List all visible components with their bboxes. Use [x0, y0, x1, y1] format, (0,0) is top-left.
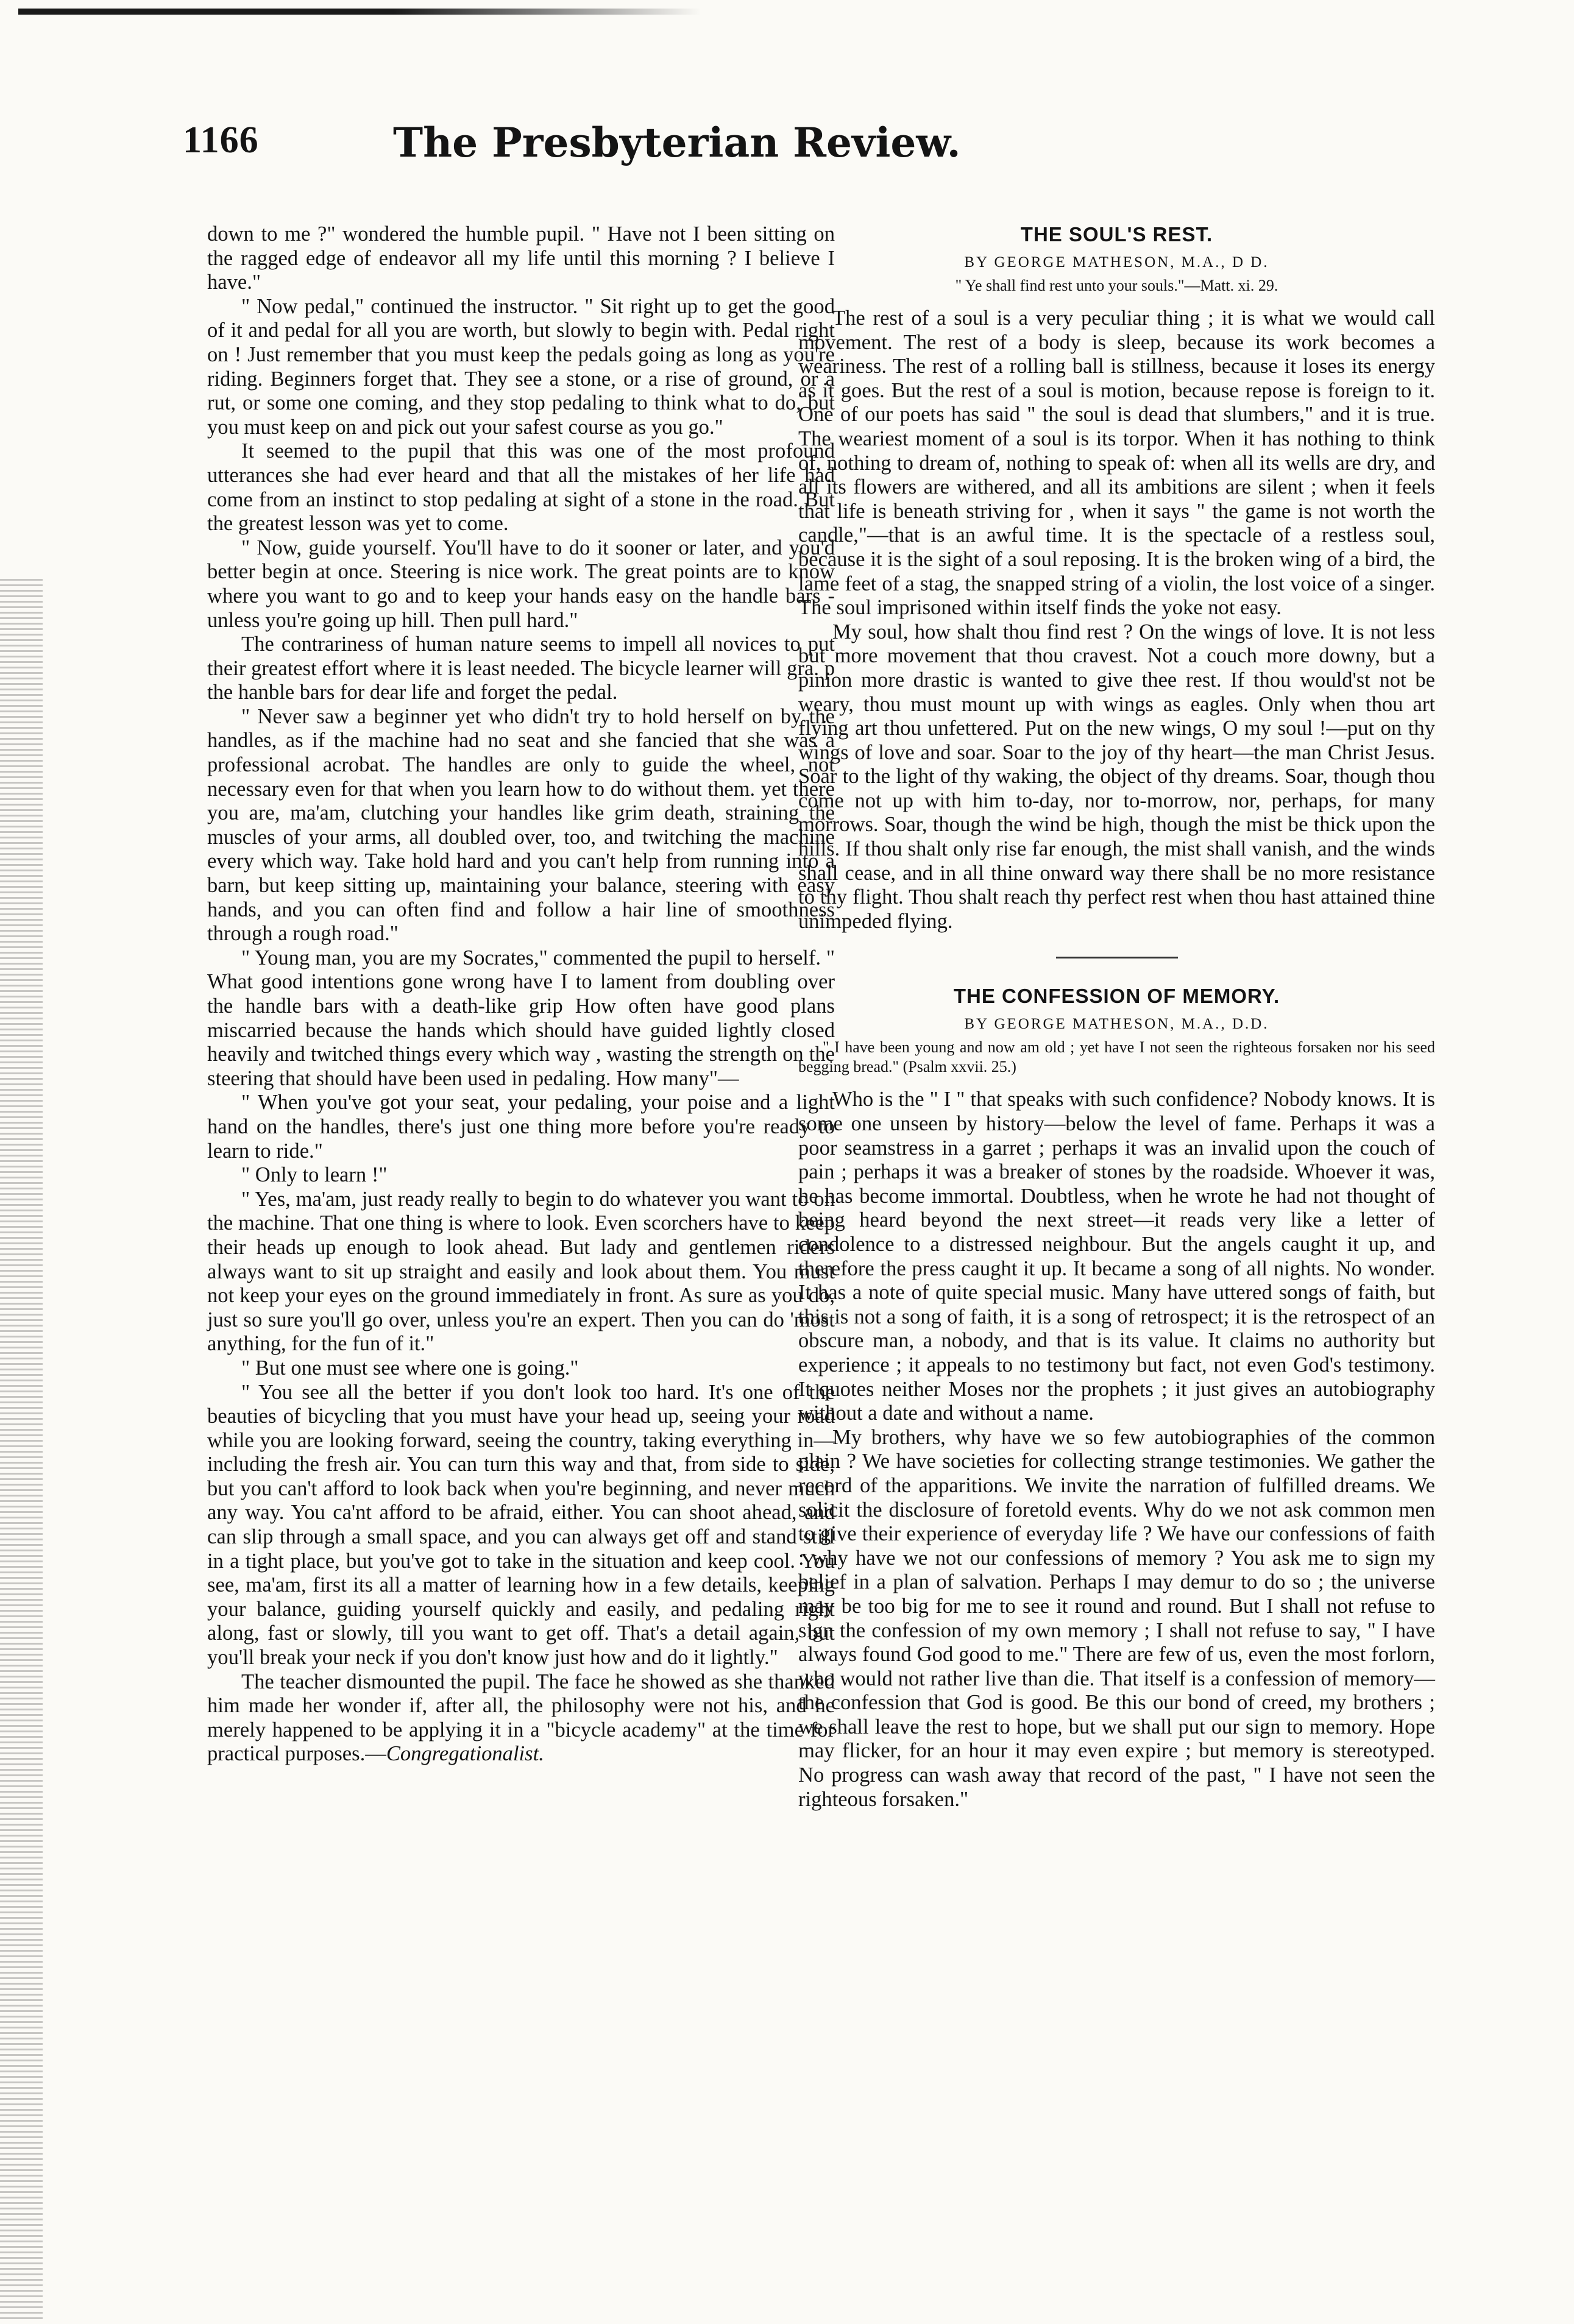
right-column [798, 222, 1435, 1812]
paragraph: " But one must see where one is going." [241, 1356, 579, 1380]
journal-title: The Presbyterian Review. [393, 119, 961, 166]
paragraph: " When you've got your seat, your pedaling, your poise and a light hand on the handles, there's just one thing more before you're ready to learn to ride." [207, 1091, 835, 1163]
page-number: 1166 [183, 119, 259, 161]
byline: BY GEORGE MATHESON, M.A., D D. [964, 254, 1269, 271]
paragraph: " Now pedal," continued the instructor. " Sit right up to get the good of it and pedal for all you are worth, but slowly to begin with. Pedal right on ! Just remember that you must keep the pedals going as long as you're riding. Beginners forget that. They see a stone, or a rise of ground, or a rut, or some one coming, and they stop pedaling to think what to do, but you must keep on and pick out your safest course as you go." [207, 294, 835, 439]
paragraph: My brothers, why have we so few autobiographies of the common plain ? We have societies for collecting strange testimonies. We gather the record of the apparitions. We invite the narration of fulfilled dreams. We solicit the disclosure of foretold events. Why do we not ask common men to give their experience of everyday life ? We have our confessions of faith : why have we not our confessions of memory ? You ask me to sign my belief in a plan of salvation. Perhaps I may demur to do so ; the universe may be too big for me to see it round and round. But I shall not refuse to sign the confession of my own memory ; I shall not refuse to say, " I have always found God good to me." There are few of us, even the most forlorn, who would not rather live than die. That itself is a confession of memory—the confession that God is good. Be this our bond of creed, my brothers ; we shall leave the rest to hope, but we shall put our sign to memory. Hope may flicker, for an hour it may even expire ; but memory is stereotyped. No progress can wash away that record of the past, " I have not seen the righteous forsaken." [798, 1425, 1435, 1811]
paragraph: " Never saw a beginner yet who didn't try to hold herself on by the handles, as if the machine had no seat and she fancied that she was a professional acrobat. The handles are only to guide the wheel, not necessary even for that when you learn how to do without them. yet there you are, ma'am, clutching your handles like grim death, straining the muscles of your arms, all doubled over, too, and twitching the machine every which way. Take hold hard and you can't help from running into a barn, but keep sitting up, maintaining your balance, steering with easy hands, and you can often find and follow a hair line of smoothness through a rough road." [207, 704, 835, 946]
paragraph: Who is the " I " that speaks with such confidence? Nobody knows. It is some one unseen by history—below the level of fame. Perhaps it was a poor seamstress in a garret ; perhaps it was an invalid upon the couch of pain ; perhaps it was a breaker of stones by the roadside. Whoever it was, he has become immortal. Doubtless, when he wrote he had not thought of being heard beyond the next street—it reads very like a letter of condolence to a distressed neighbour. But the angels caught it up, and therefore the press caught it up. It became a song of all nights. No wonder. It has a note of quite special music. Many have uttered songs of faith, but this is not a song of faith, it is a song of retrospect; it is the retrospect of an obscure man, a nobody, and that is its value. It claims no authority but experience ; it appeals to no testimony but fact, not even God's testimony. It quotes neither Moses nor the prophets ; it just gives an autobiography without a date and without a name. [798, 1088, 1435, 1425]
section-divider [1056, 957, 1178, 958]
article-title-confession: THE CONFESSION OF MEMORY. [953, 985, 1280, 1008]
paragraph [207, 1670, 835, 1766]
left-column [207, 222, 835, 1766]
paragraph: " Yes, ma'am, just ready really to begin to do whatever you want to on the machine. That one thing is where to look. Even scorchers have to keep their heads up enough to look ahead. But lady and gentlemen riders always want to sit up straight and easily and look about them. You must not keep your eyes on the ground immediately in front. As sure as you do, just so sure you'll go over, unless you're an expert. Then you can do 'most anything, for the fun of it." [207, 1187, 835, 1356]
paragraph: " Now, guide yourself. You'll have to do it sooner or later, and you'd better begin at once. Steering is nice work. The great points are to know where you want to go and to keep your hands easy on the handle bars - unless you're going up hill. Then pull hard." [207, 536, 835, 632]
paragraph: " Only to learn !" [241, 1163, 388, 1187]
source-credit: Congregationalist. [386, 1742, 544, 1766]
paragraph: down to me ?" wondered the humble pupil. " Have not I been sitting on the ragged edge of endeavor all my life until this morning ? I believe I have." [207, 222, 835, 294]
page-header [0, 119, 1574, 192]
epigraph: " I have been young and now am old ; yet have I not seen the righteous forsaken nor his seed begging bread." (Psalm xxvii. 25.) [798, 1038, 1435, 1076]
article-title-souls-rest: THE SOUL'S REST. [1020, 223, 1213, 246]
paragraph: The contrariness of human nature seems to impell all novices to put their greatest effort where it is least needed. The bicycle learner will gra. p the hanble bars for dear life and forget the pedal. [207, 632, 835, 704]
paragraph-text: The teacher dismounted the pupil. The face he showed as she thanked him made her wonder if, after all, the philosophy were not his, and he merely happened to be applying it in a "bicycle academy" at the time for practical purposes.— [207, 1670, 835, 1766]
binding-edge [0, 579, 43, 2322]
paragraph: " Young man, you are my Socrates," commented the pupil to herself. " What good intentions gone wrong have I to lament from doubling over the handle bars with a death-like grip How often have good plans miscarried because the hands which should have guided lightly closed heavily and twitched things every which way , wasting the strength on the steering that should have been used in pedaling. How many"— [207, 946, 835, 1090]
epigraph: " Ye shall find rest unto your souls."—Matt. xi. 29. [955, 277, 1278, 294]
top-rule [18, 9, 701, 15]
paragraph: " You see all the better if you don't look too hard. It's one of the beauties of bicycling that you must have your head up, seeing your road while you are looking forward, seeing the country, taking everything in—including the fresh air. You can turn this way and that, from side to side, but you can't afford to look back when you're beginning, and never much any way. You ca'nt afford to be afraid, either. You can shoot ahead, and can slip through a small space, and you can always get off and stand still in a tight place, but you've got to take in the situation and keep cool. You see, ma'am, first its all a matter of learning how in a few details, keeping your balance, guiding yourself quickly and easily, and pedaling right along, fast or slowly, till you want to get off. That's a detail again, but you'll break your neck if you don't know just how and do it lightly." [207, 1380, 835, 1670]
paragraph: It seemed to the pupil that this was one of the most profound utterances she had ever heard and that all the mistakes of her life had come from an instinct to stop pedaling at sight of a stone in the road. But the greatest lesson was yet to come. [207, 439, 835, 536]
paragraph: The rest of a soul is a very peculiar thing ; it is what we would call movement. The rest of a body is sleep, because its work becomes a weariness. The rest of a rolling ball is stillness, because it loses its energy as it goes. But the rest of a soul is motion, because repose is foreign to it. One of our poets has said " the soul is dead that slumbers," and it is true. The weariest moment of a soul is its torpor. When it has nothing to think of, nothing to dream of, nothing to speak of: when all its wells are dry, and all its flowers are withered, and all its ambitions are silent ; when it feels that life is beneath striving for , when it says " the game is not worth the candle,"—that is an awful time. It is the spectacle of a restless soul, because it is the sight of a soul reposing. It is the broken wing of a bird, the lame feet of a stag, the snapped string of a violin, the lost voice of a singer. The soul imprisoned within itself finds the yoke not easy. [798, 306, 1435, 620]
paragraph: My soul, how shalt thou find rest ? On the wings of love. It is not less but more movement that thou cravest. Not a couch more downy, but a pinion more drastic is wanted to give thee rest. If thou would'st not be weary, thou must mount up with wings as eagles. Only when thou art flying art thou unfettered. Put on the new wings, O my soul !—put on thy wings of love and soar. Soar to the joy of thy heart—the man Christ Jesus. Soar to the light of thy waking, the object of thy dreams. Soar, though thou come not up with him to-day, nor to-morrow, nor, perhaps, for many morrows. Soar, though the wind be high, though the mist be thick upon the hills. If thou shalt only rise far enough, the mist shall vanish, and the winds shall cease, and in all thine onward way there shall be no more resistance to thy flight. Thou shalt reach thy perfect rest when thou hast attained thine unimpeded flying. [798, 620, 1435, 933]
byline: BY GEORGE MATHESON, M.A., D.D. [964, 1016, 1269, 1033]
